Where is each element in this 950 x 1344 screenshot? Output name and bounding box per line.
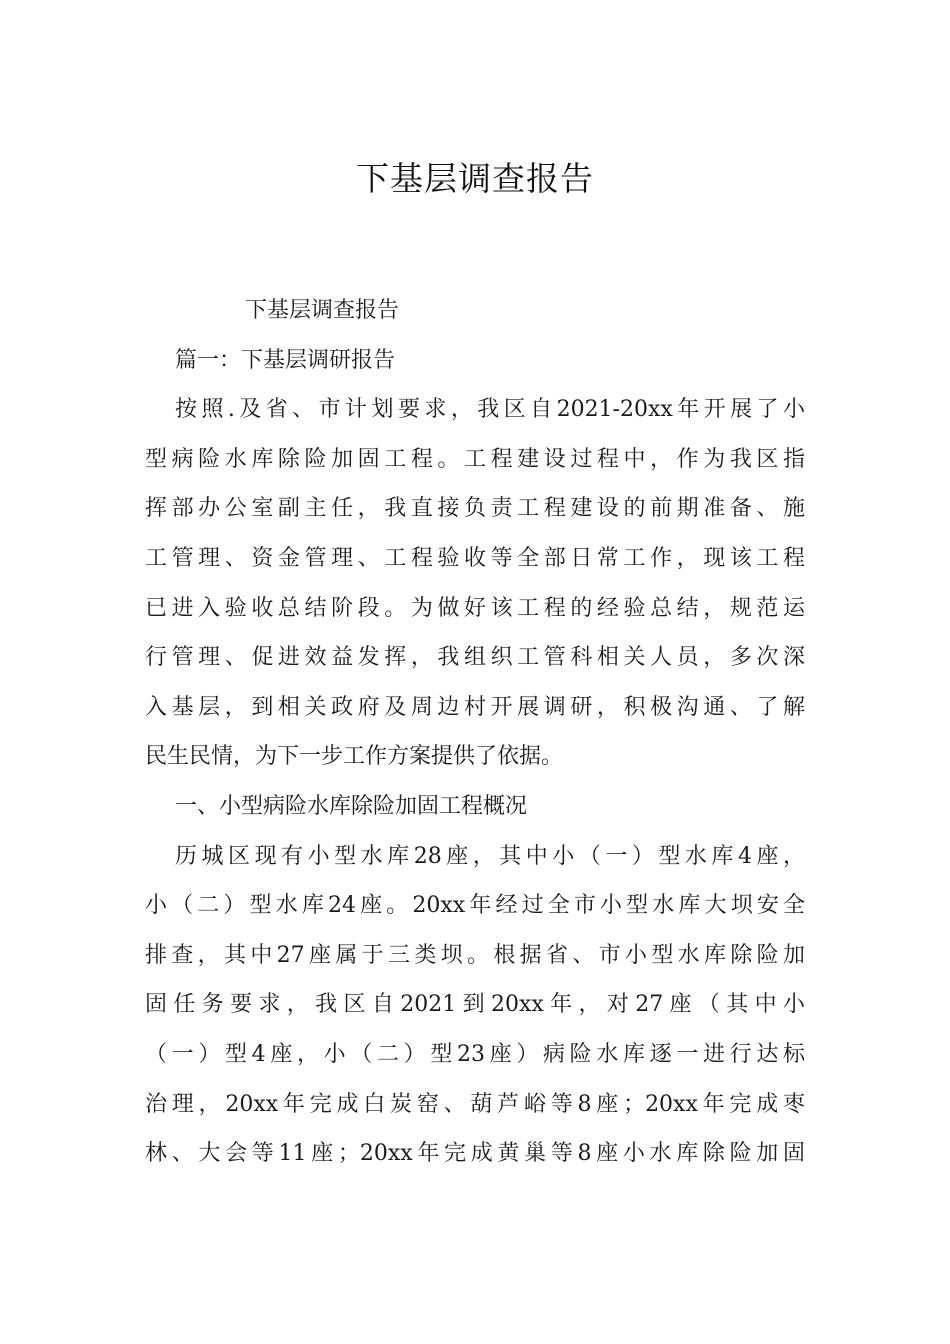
paragraph-2-line: 治理，20xx年完成白炭窑、葫芦峪等8座；20xx年完成枣 — [145, 1091, 805, 1117]
paragraph-2-line: 历城区现有小型水库28座，其中小（一）型水库4座， — [175, 843, 805, 869]
paragraph-1-line: 行管理、促进效益发挥，我组织工管科相关人员，多次深 — [145, 645, 805, 671]
paragraph-2-line: 林、大会等11座；20xx年完成黄巢等8座小水库除险加固 — [145, 1141, 805, 1167]
paragraph-1-line: 型病险水库除险加固工程。工程建设过程中，作为我区指 — [145, 446, 805, 472]
paragraph-1-line: 按照.及省、市计划要求，我区自2021-20xx年开展了小 — [175, 397, 805, 423]
paragraph-1-line: 民生民情，为下一步工作方案提供了依据。 — [145, 744, 564, 770]
paragraph-1-line: 已进入验收总结阶段。为做好该工程的经验总结，规范运 — [145, 595, 805, 621]
document-body — [145, 286, 805, 1179]
paragraph-2-line: （一）型4座，小（二）型23座）病险水库逐一进行达标 — [145, 1041, 805, 1067]
subtitle: 下基层调查报告 — [245, 298, 400, 323]
paragraph-2 — [145, 832, 805, 1179]
heading-1: 一、小型病险水库除险加固工程概况 — [175, 793, 528, 819]
document-title: 下基层调查报告 — [356, 159, 594, 198]
paragraph-2-line: 固任务要求，我区自2021到20xx年，对27座（其中小 — [145, 992, 805, 1018]
paragraph-1 — [145, 385, 805, 782]
paragraph-2-line: 排查，其中27座属于三类坝。根据省、市小型水库除险加 — [145, 942, 805, 968]
paragraph-2-line: 小（二）型水库24座。20xx年经过全市小型水库大坝安全 — [145, 893, 805, 919]
section-heading: 篇一：下基层调研报告 — [175, 347, 396, 373]
paragraph-1-line: 挥部办公室副主任，我直接负责工程建设的前期准备、施 — [145, 496, 805, 522]
paragraph-1-line: 工管理、资金管理、工程验收等全部日常工作，现该工程 — [145, 545, 805, 571]
paragraph-1-line: 入基层，到相关政府及周边村开展调研，积极沟通、了解 — [145, 694, 805, 720]
